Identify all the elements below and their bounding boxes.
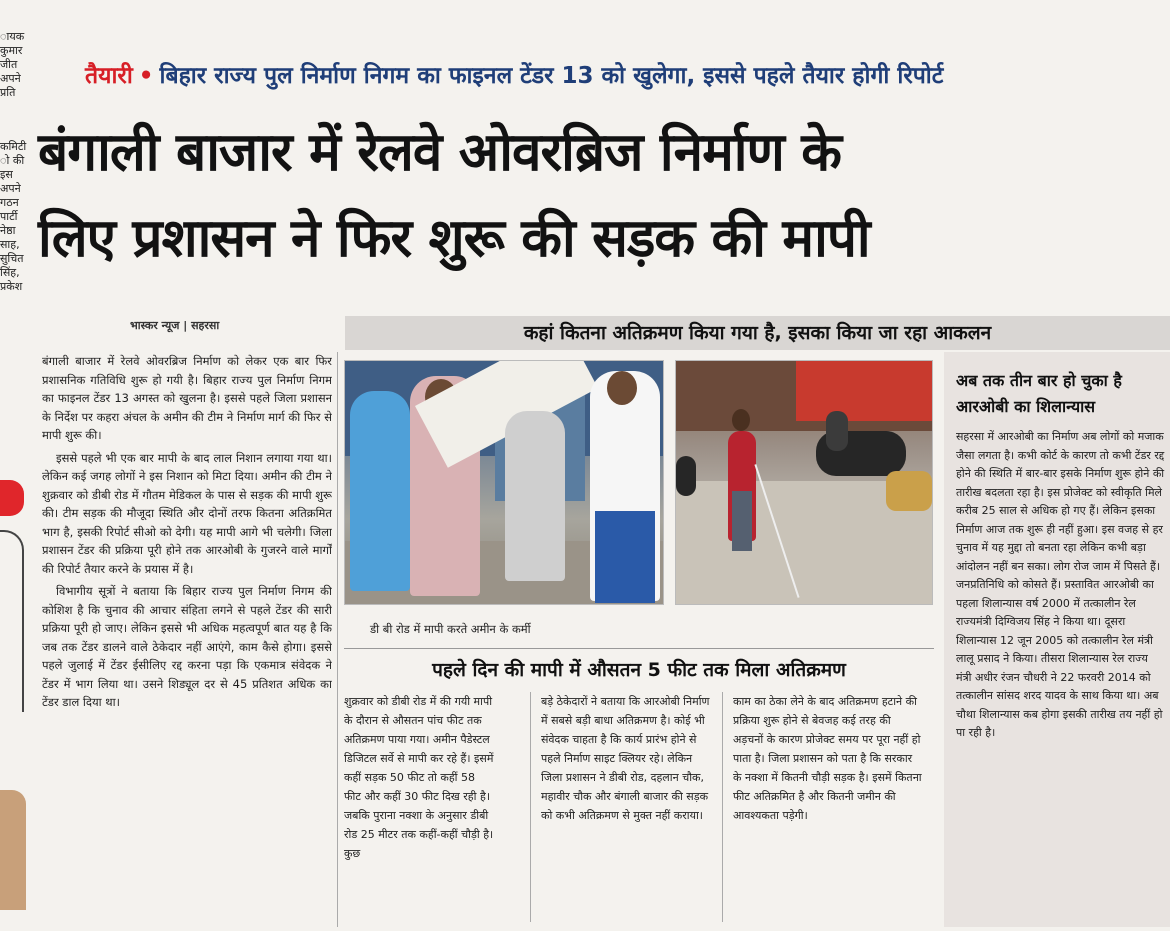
fragment: पार्टी <box>0 210 18 223</box>
cartoon-figure <box>0 790 26 910</box>
red-shape <box>0 480 24 516</box>
headline-line-2: लिए प्रशासन ने फिर शुरू की सड़क की मापी <box>38 208 870 269</box>
kicker-tag: तैयारी <box>85 63 133 89</box>
main-story-paragraph: विभागीय सूत्रों ने बताया कि बिहार राज्य पुल निर्माण निगम की कोशिश है कि चुनाव की आचार संहिता लगने से पहले टेंडर की सारी प्रक्रिया पूरी हो जाए। लेकिन इससे भी अधिक महत्वपूर्ण बात यह है कि जब तक टेंडर डालने वाले ठेकेदार नहीं आएंगे, काम कैसे होगा। इससे पहले जुलाई में टेंडर ईसीलिए रद्द करना पड़ा कि एकमात्र संवेदक ने टेंडर में भाग लिया था। उसने शिड्यूल दर से 45 प्रतिशत अधिक का टेंडर डाल दिया था। <box>42 584 332 709</box>
fragment: सुचित <box>0 252 24 265</box>
sub-story-column-1 <box>344 692 494 927</box>
subhead-rule <box>344 648 934 649</box>
sub-story-column-3 <box>733 692 923 927</box>
photo-banner: कहां कितना अतिक्रमण किया गया है, इसका किया जा रहा आकलन <box>345 316 1170 350</box>
kicker <box>85 58 1155 90</box>
sub-story-text: काम का ठेका लेने के बाद अतिक्रमण हटाने की प्रक्रिया शुरू होने से बेवजह कई तरह की अड़चनों के कारण प्रोजेक्ट समय पर पूरा नहीं हो पाता है। जिला प्रशासन को पता है कि सरकार के नक्शा में कितनी चौड़ी सड़क है। इसमें कितना फीट अतिक्रमित है और कितनी जमीन की आवश्यकता पड़ेगी। <box>733 695 922 822</box>
photo-road-measurement <box>675 360 933 605</box>
fragment: अपने <box>0 72 21 85</box>
sidebar-title: अब तक तीन बार हो चुका है आरओबी का शिलान्यास <box>956 371 1122 416</box>
fragment: जीत <box>0 58 18 71</box>
sub-story-column-2 <box>541 692 711 927</box>
main-story-paragraph: इससे पहले भी एक बार मापी के बाद लाल निशान लगाया गया था। लेकिन कई जगह लोगों ने इस निशान को मिटा दिया। अमीन की टीम ने शुक्रवार को डीबी रोड में गौतम मेडिकल के पास से सड़क की मापी शुरू की। टीम सड़क की मौजूदा स्थिति और दोनों तरफ कितना अतिक्रमित भाग है, इसकी रिपोर्ट सीओ को देगी। यह मापी आगे भी चलेगी। जिला प्रशासन टेंडर की प्रक्रिया पूरी होने तक आरओबी के गुजरने वाले मार्गों की रिपोर्ट तैयार करने के प्रयास में है। <box>42 450 332 576</box>
main-story <box>42 352 332 927</box>
column-divider <box>337 352 338 927</box>
fragment: अपने <box>0 182 21 195</box>
photo-amin-measuring <box>344 360 664 605</box>
sidebar-text: सहरसा में आरओबी का निर्माण अब लोगों को मजाक जैसा लगता है। कभी कोर्ट के कारण तो कभी टेंडर रद्द होने की स्थिति में बार-बार इसके निर्माण शुरू होने की तारीख बदलता रहा है। इस प्रोजेक्ट को स्वीकृति मिले करीब 25 साल से अधिक हो गए हैं। लेकिन इसका निर्माण आज तक शुरू ही नहीं हुआ। इस वजह से हर चुनाव में यह मुद्दा तो बनता रहा लेकिन कभी बड़ा आंदोलन नहीं बन सका। लोग रोज जाम में पिसते हैं। जनप्रतिनिधि को कोसते हैं। प्रस्तावित आरओबी का पहला शिलान्यास वर्ष 2000 में तत्कालीन रेल राज्यमंत्री दिग्विजय सिंह ने किया था। दूसरा शिलान्यास 12 जून 2005 को तत्कालीन रेल मंत्री लालू प्रसाद ने किया। तीसरा शिलान्यास रेल राज्य मंत्री अधीर रंजन चौधरी ने 22 फरवरी 2014 को तत्कालीन सांसद शरद यादव के साथ किया था। अब चौथा शिलान्यास कब होगा इसकी तारीख तय नहीं हो पा रही है। <box>956 430 1165 739</box>
cartoon-outline <box>0 530 24 712</box>
kicker-bullet: • <box>138 63 154 89</box>
sub-story-text: शुक्रवार को डीबी रोड में की गयी मापी के दौरान से औसतन पांच फीट तक अतिक्रमण पाया गया। अमीन पैडेस्टल डिजिटल सर्वे से मापी कर रहे हैं। इसमें कहीं सड़क 50 फीट तो कहीं 58 फीट और कहीं 30 फीट दिख रही है। जबकि पुराना नक्शा के अनुसार डीबी रोड 25 मीटर तक कहीं-कहीं चौड़ी है। कुछ <box>344 695 494 860</box>
fragment: कमिटी <box>0 140 27 153</box>
sidebar-body <box>956 428 1166 923</box>
byline: भास्कर न्यूज | सहरसा <box>130 319 220 332</box>
fragment: इस <box>0 168 13 181</box>
headline-line-1: बंगाली बाजार में रेलवे ओवरब्रिज निर्माण के <box>38 122 841 183</box>
left-margin-fragments <box>0 30 30 330</box>
kicker-text: बिहार राज्य पुल निर्माण निगम का फाइनल टेंडर 13 को खुलेगा, इससे पहले तैयार होगी रिपोर्ट <box>159 63 944 89</box>
left-illustration <box>0 470 28 930</box>
fragment: कुमार <box>0 44 23 57</box>
subheadline: पहले दिन की मापी में औसतन 5 फीट तक मिला अतिक्रमण <box>432 659 846 681</box>
fragment: ो की <box>0 154 25 167</box>
fragment: प्रकेश <box>0 280 23 293</box>
main-story-paragraph: बंगाली बाजार में रेलवे ओवरब्रिज निर्माण को लेकर एक बार फिर प्रशासनिक गतिविधि शुरू हो गयी है। बिहार राज्य पुल निर्माण निगम का फाइनल टेंडर 13 अगस्त को खुलना है। इससे पहले जिला प्रशासन के निर्देश पर कहरा अंचल के अमीन की टीम ने निर्माण मार्ग की फिर से मापी शुरू की। <box>42 354 332 442</box>
column-divider <box>722 692 723 922</box>
fragment: प्रति <box>0 86 16 99</box>
headline <box>38 110 1163 282</box>
fragment: सिंह, <box>0 266 20 279</box>
column-divider <box>530 692 531 922</box>
fragment: नेष्ठा <box>0 224 16 237</box>
photo-caption: डी बी रोड में मापी करते अमीन के कर्मी <box>370 622 531 636</box>
fragment: ायक <box>0 30 25 43</box>
fragment: गठन <box>0 196 19 209</box>
sub-story-text: बड़े ठेकेदारों ने बताया कि आरओबी निर्माण में सबसे बड़ी बाधा अतिक्रमण है। कोई भी संवेदक चाहता है कि कार्य प्रारंभ होने से पहले निर्माण साइट क्लियर रहे। लेकिन जिला प्रशासन ने डीबी रोड, दहलान चौक, महावीर चौक और बंगाली बाजार की सड़क को कभी अतिक्रमण से मुक्त नहीं कराया। <box>541 695 710 822</box>
fragment: साह, <box>0 238 20 251</box>
